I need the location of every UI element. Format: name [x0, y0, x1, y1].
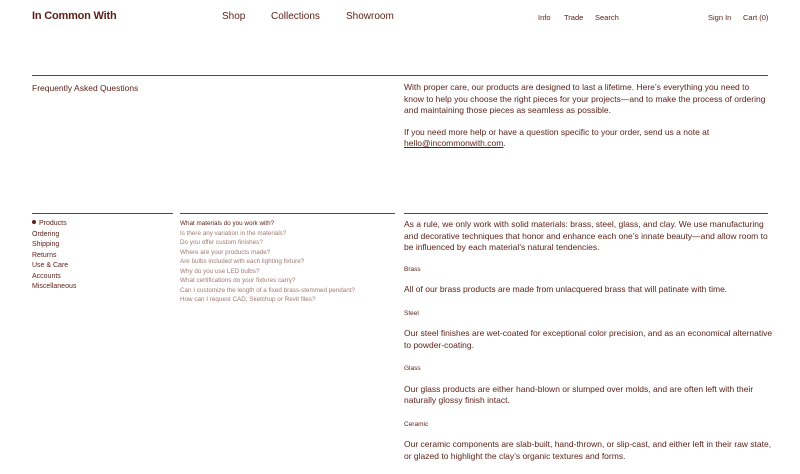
faq-answer: [404, 219, 774, 474]
nav-showroom[interactable]: Showroom: [346, 11, 394, 22]
faq-categories: [32, 219, 76, 293]
intro-paragraph: With proper care, our products are designed to last a lifetime. Here’s everything you need to know to help you choose the right pieces for your projects—and to make the process of ordering and maintaining those pieces as seamless as possible.: [404, 82, 766, 115]
nav-collections[interactable]: Collections: [271, 11, 320, 22]
categories-divider: [32, 213, 173, 214]
answer-divider: [404, 213, 768, 214]
contact-text: If you need more help or have a question specific to your order, send us a note at: [404, 126, 710, 137]
answer-body-glass: Our glass products are either hand-blown or slumped over molds, and are often left with their naturally glossy finish intact.: [404, 383, 754, 405]
faq-questions: [180, 219, 355, 305]
section-divider-top: [32, 75, 768, 76]
category-accounts[interactable]: Accounts: [32, 272, 61, 280]
active-dot-icon: [32, 220, 36, 224]
answer-heading-steel: Steel: [404, 309, 419, 317]
answer-heading-ceramic: Ceramic: [404, 420, 429, 428]
answer-heading-brass: Brass: [404, 265, 421, 273]
category-miscellaneous[interactable]: Miscellaneous: [32, 283, 77, 290]
contact-paragraph: [404, 127, 766, 150]
category-shipping[interactable]: Shipping: [32, 241, 60, 248]
site-logo[interactable]: In Common With: [32, 10, 117, 22]
question-item[interactable]: Where are your products made?: [180, 248, 271, 256]
question-item[interactable]: Is there any variation in the materials?: [180, 229, 287, 237]
questions-divider: [180, 213, 395, 214]
cart-link[interactable]: Cart (0): [743, 13, 769, 22]
category-use-care[interactable]: Use & Care: [32, 262, 69, 269]
question-item[interactable]: Are bulbs included with each lighting fixture?: [180, 258, 305, 265]
page-title: Frequently Asked Questions: [32, 83, 139, 93]
question-item[interactable]: How can I request CAD, Sketchup or Revit files?: [180, 296, 316, 303]
answer-body-brass: All of our brass products are made from unlacquered brass that will patinate with time.: [404, 284, 728, 294]
answer-heading-glass: Glass: [404, 365, 421, 372]
category-returns[interactable]: Returns: [32, 251, 57, 259]
nav-search[interactable]: Search: [595, 13, 619, 22]
intro-text: [404, 82, 766, 160]
sign-in-link[interactable]: Sign In: [708, 13, 732, 22]
question-item[interactable]: Do you offer custom finishes?: [180, 239, 263, 246]
site-header: [0, 0, 800, 34]
category-label: Products: [39, 220, 67, 227]
nav-info[interactable]: Info: [538, 13, 551, 22]
nav-trade[interactable]: Trade: [564, 13, 584, 22]
nav-shop[interactable]: Shop: [222, 11, 246, 22]
answer-lead: As a rule, we only work with solid materials: brass, steel, glass, and clay. We use manufacturing and decorative techniques that honor and enhance each one’s innate beauty—and allow room to be influenced by each material’s natural tendencies.: [404, 219, 768, 252]
category-products[interactable]: [32, 219, 76, 230]
contact-period: .: [503, 138, 506, 148]
question-item[interactable]: Can I customize the length of a fixed brass-stemmed pendant?: [180, 286, 356, 294]
question-item[interactable]: What materials do you work with?: [180, 220, 275, 227]
question-item[interactable]: Why do you use LED bulbs?: [180, 267, 260, 275]
category-ordering[interactable]: Ordering: [32, 230, 60, 238]
answer-body-ceramic: Our ceramic components are slab-built, hand-thrown, or slip-cast, and either left in their raw state, or glazed to highlight the clay’s organic textures and forms.: [404, 439, 772, 461]
email-link[interactable]: hello@incommonwith.com: [404, 138, 504, 148]
question-item[interactable]: What certifications do your fixtures carry?: [180, 277, 296, 284]
answer-body-steel: Our steel finishes are wet-coated for exceptional color precision, and as an economical alternative to powder-coating.: [404, 328, 773, 350]
